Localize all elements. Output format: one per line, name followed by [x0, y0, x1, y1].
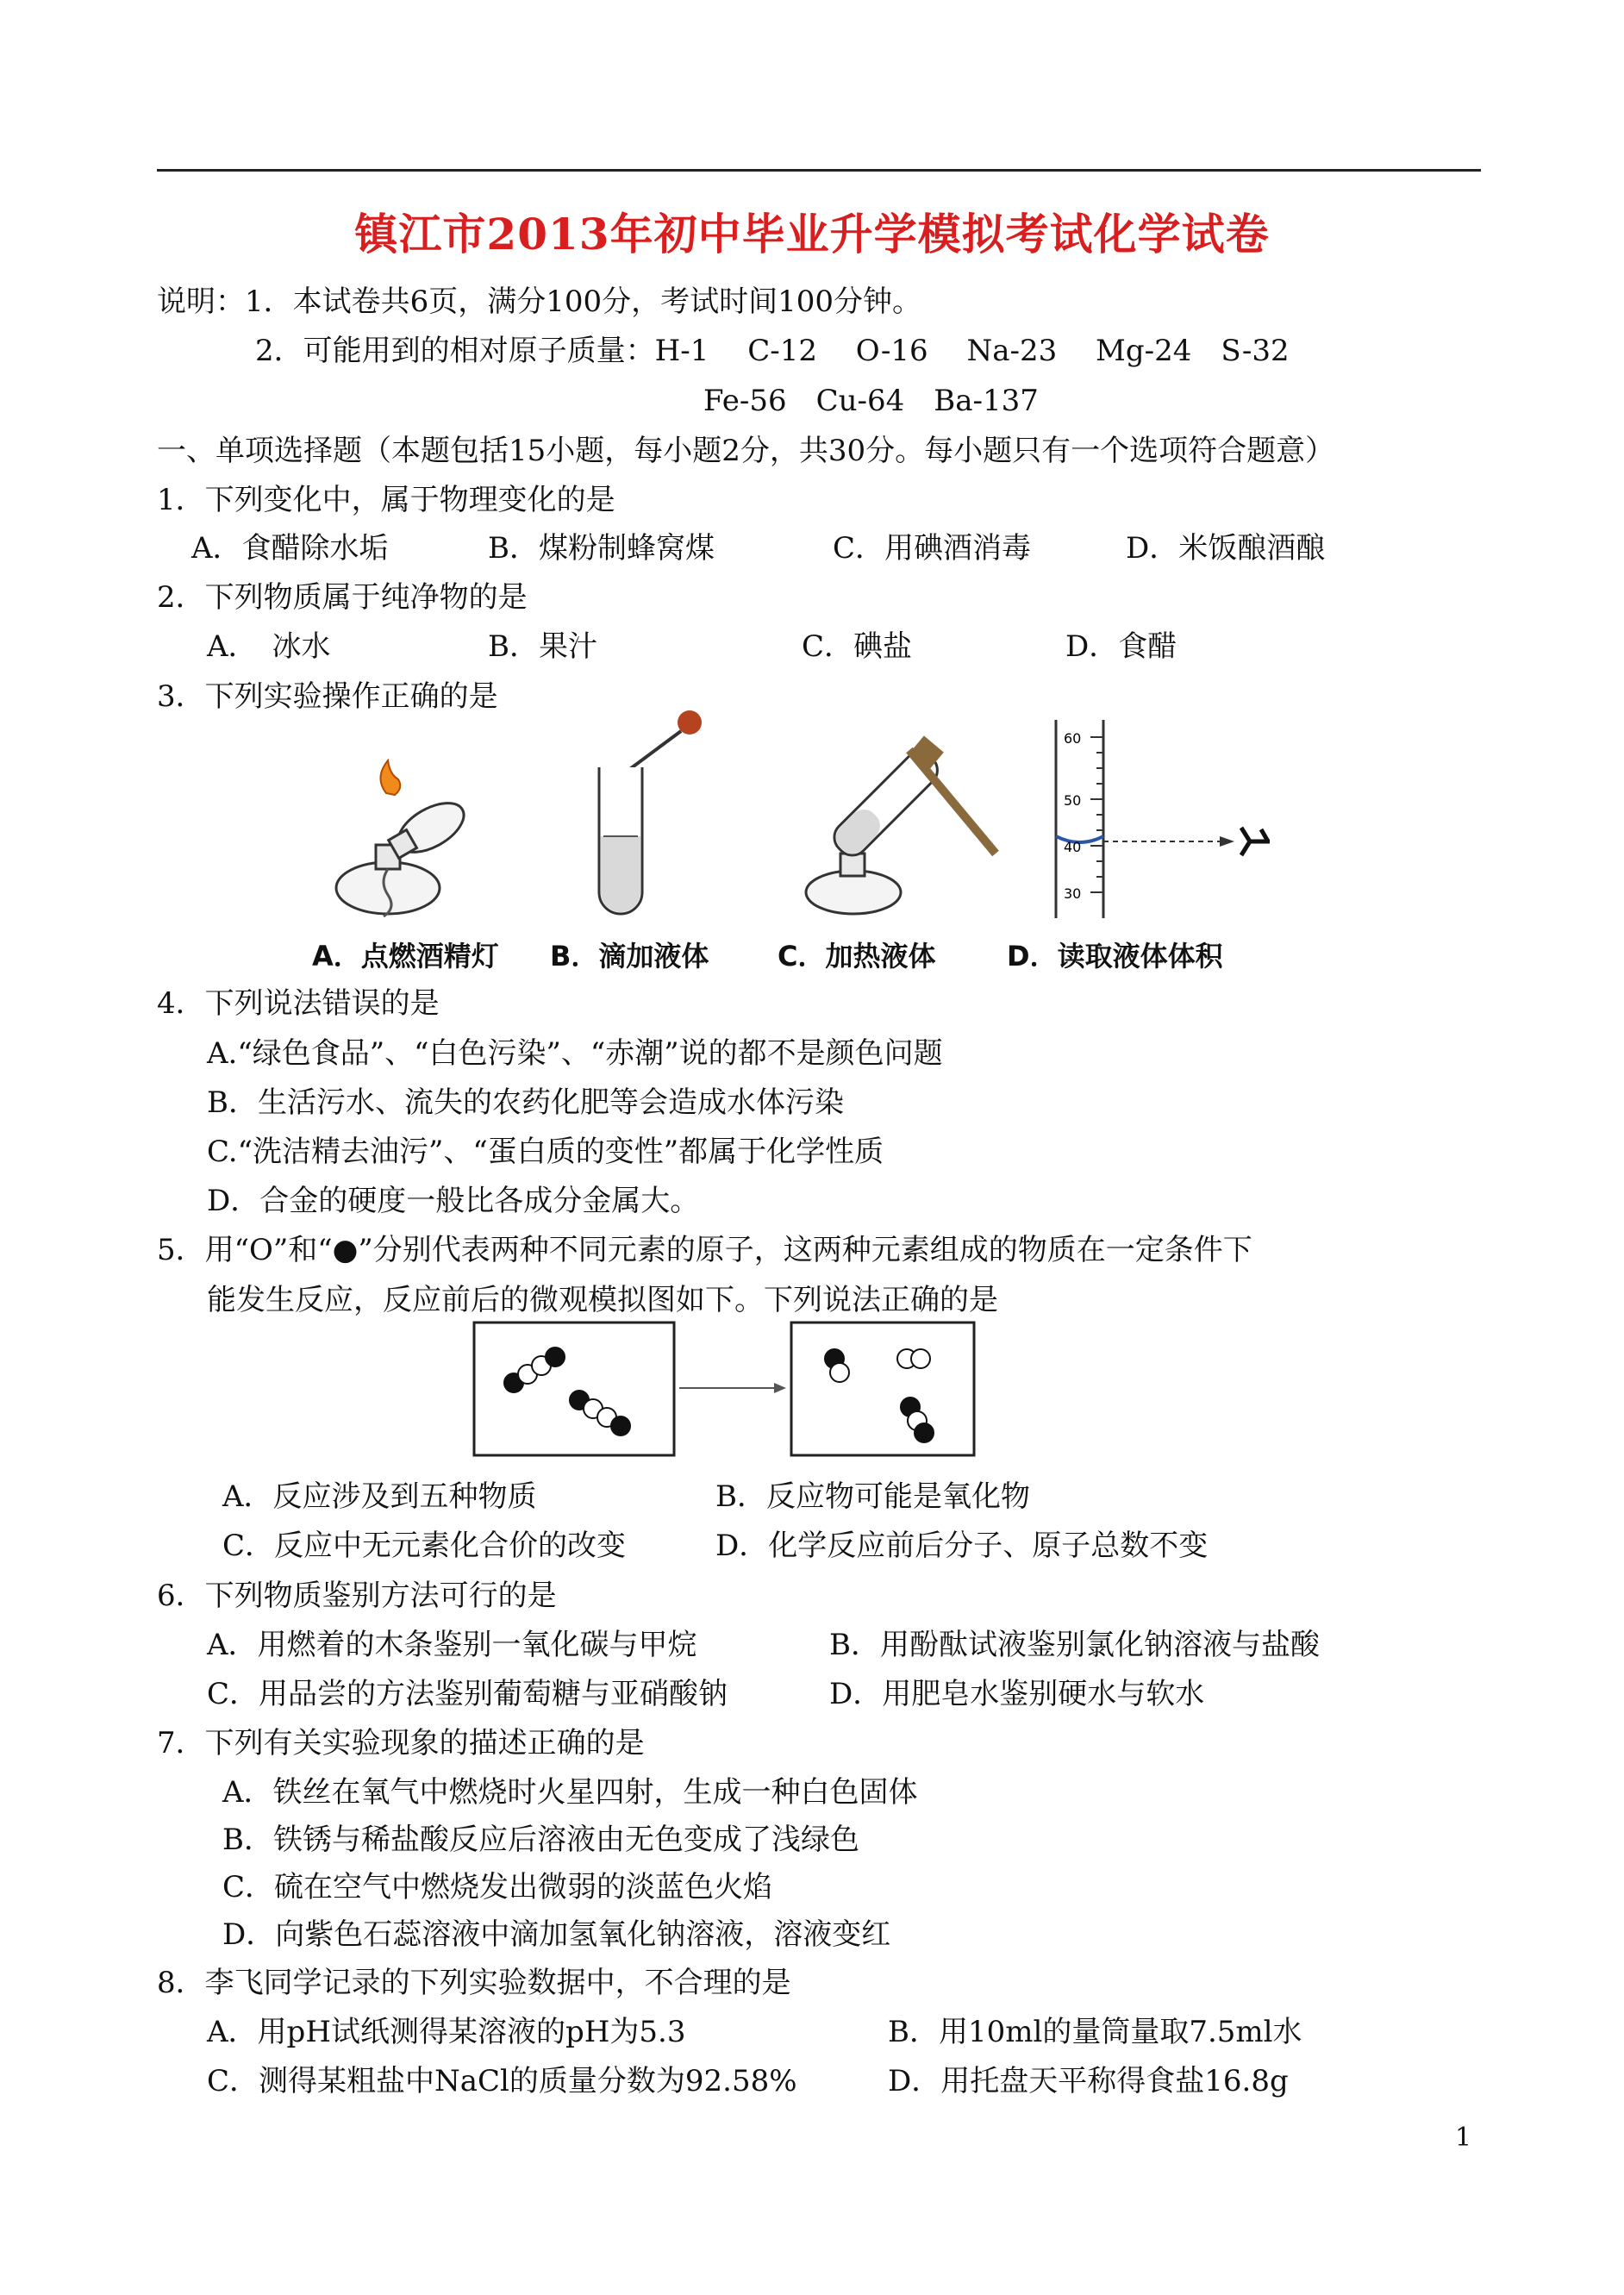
q3-caption-c: C．加热液体 [778, 940, 936, 972]
q1-option-b: B．煤粉制蜂窝煤 [488, 531, 715, 566]
header-rule [157, 169, 1481, 172]
q3-caption-a: A．点燃酒精灯 [312, 940, 499, 972]
q5-option-c: C．反应中无元素化合价的改变 [222, 1529, 627, 1563]
q5-option-d: D．化学反应前后分子、原子总数不变 [715, 1529, 1209, 1563]
q8-option-d: D．用托盘天平称得食盐16.8g [888, 2064, 1289, 2098]
q4-stem: 4．下列说法错误的是 [157, 986, 440, 1021]
q4-option-a: A.“绿色食品”、“白色污染”、“赤潮”说的都不是颜色问题 [207, 1036, 943, 1071]
q3-caption-d: D．读取液体体积 [1007, 940, 1223, 972]
q7-option-a: A．铁丝在氧气中燃烧时火星四射，生成一种白色固体 [222, 1775, 918, 1810]
q2-option-a: A． 冰水 [207, 629, 331, 664]
q1-option-c: C．用碘酒消毒 [833, 531, 1032, 566]
q8-option-c: C．测得某粗盐中NaCl的质量分数为92.58% [207, 2064, 797, 2098]
q6-option-c: C．用品尝的方法鉴别葡萄糖与亚硝酸钠 [207, 1677, 728, 1711]
notes-line-1: 说明：1．本试卷共6页，满分100分，考试时间100分钟。 [157, 285, 922, 319]
page-number: 1 [1455, 2123, 1472, 2153]
figure-adding-liquid-dropper [586, 707, 715, 922]
q8-stem: 8．李飞同学记录的下列实验数据中，不合理的是 [157, 1966, 791, 2000]
q3-stem: 3．下列实验操作正确的是 [157, 679, 498, 714]
section-heading: 一、单项选择题（本题包括15小题，每小题2分，共30分。每小题只有一个选项符合题意） [157, 434, 1335, 468]
q2-option-c: C．碘盐 [802, 629, 913, 664]
tick-label-30: 30 [1064, 885, 1082, 902]
notes-line-3: Fe-56 Cu-64 Ba-137 [703, 384, 1039, 418]
q7-option-d: D．向紫色石蕊溶液中滴加氢氧化钠溶液，溶液变红 [222, 1917, 891, 1952]
exam-title: 镇江市2013年初中毕业升学模拟考试化学试卷 [354, 209, 1270, 260]
q4-option-c: C.“洗洁精去油污”、“蛋白质的变性”都属于化学性质 [207, 1135, 884, 1169]
q1-stem: 1．下列变化中，属于物理变化的是 [157, 483, 615, 517]
q6-option-b: B．用酚酞试液鉴别氯化钠溶液与盐酸 [829, 1628, 1320, 1662]
q8-option-b: B．用10ml的量筒量取7.5ml水 [888, 2015, 1302, 2049]
tick-label-50: 50 [1064, 792, 1082, 809]
q2-stem: 2．下列物质属于纯净物的是 [157, 580, 528, 615]
q7-stem: 7．下列有关实验现象的描述正确的是 [157, 1726, 645, 1760]
q2-option-b: B．果汁 [488, 629, 597, 664]
q3-caption-b: B．滴加液体 [550, 940, 709, 972]
q2-option-d: D．食醋 [1065, 629, 1177, 664]
q7-option-b: B．铁锈与稀盐酸反应后溶液由无色变成了浅绿色 [222, 1823, 859, 1857]
figure-reaction-micro-model [472, 1321, 978, 1459]
q6-option-a: A．用燃着的木条鉴别一氧化碳与甲烷 [207, 1628, 697, 1662]
q5-option-b: B．反应物可能是氧化物 [715, 1479, 1030, 1514]
figure-lighting-alcohol-lamp [328, 759, 483, 922]
q1-option-a: A．食醋除水垢 [191, 531, 389, 566]
q5-option-a: A．反应涉及到五种物质 [222, 1479, 537, 1514]
figure-reading-volume [1043, 716, 1284, 922]
q8-option-a: A．用pH试纸测得某溶液的pH为5.3 [207, 2015, 686, 2049]
tick-label-40: 40 [1064, 839, 1082, 855]
figure-heating-liquid [793, 724, 1009, 922]
q6-stem: 6．下列物质鉴别方法可行的是 [157, 1579, 557, 1613]
q5-stem-line2: 能发生反应，反应前后的微观模拟图如下。下列说法正确的是 [207, 1283, 998, 1317]
q6-option-d: D．用肥皂水鉴别硬水与软水 [829, 1677, 1205, 1711]
q5-stem-line1: 5．用“O”和“●”分别代表两种不同元素的原子，这两种元素组成的物质在一定条件下 [157, 1233, 1252, 1267]
q4-option-b: B．生活污水、流失的农药化肥等会造成水体污染 [207, 1085, 844, 1120]
q7-option-c: C．硫在空气中燃烧发出微弱的淡蓝色火焰 [222, 1870, 773, 1904]
tick-label-60: 60 [1064, 730, 1082, 747]
notes-line-2: 2．可能用到的相对原子质量：H-1 C-12 O-16 Na-23 Mg-24 S-32 [255, 334, 1290, 368]
q1-option-d: D．米饭酿酒酿 [1126, 531, 1326, 566]
q4-option-d: D．合金的硬度一般比各成分金属大。 [207, 1184, 700, 1218]
